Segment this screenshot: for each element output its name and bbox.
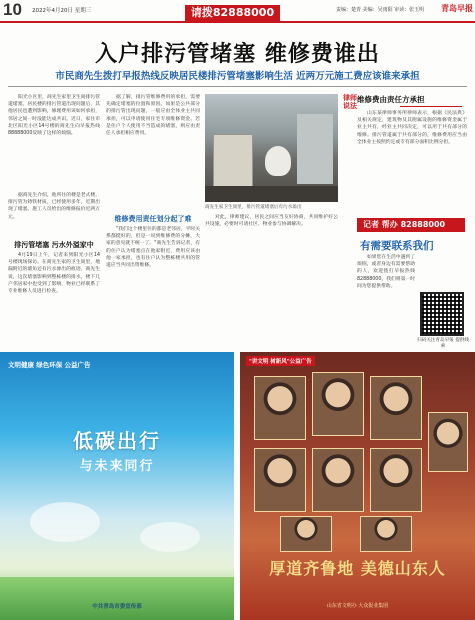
sidebar-paragraph: 山东某律师事务所律师表示，根据《民法典》及相关规定，建筑物及其附属设施的维修资金属于业主共有，经业主共同决定，可以用于共有部分的维修。排污管道属于共有部分的，维修费用应当由全体业主按照约定或专有部分面积比例分担。 [357, 111, 467, 145]
ad-left-sponsor: 中共青岛市委宣传部 [92, 604, 142, 610]
ad-left-title: 低碳出行 [73, 429, 161, 453]
body-paragraph-3: 4月19日上午，记者来到阳光小区14号楼现场探访。在商先生家的卫生间里，地漏附近的墙角还有污水渗出的痕迹，商先生说，这次堵塞影响到整栋楼的排水，楼下几户邻居家中也受到了影响，物业已经联系了专业维修人员进行检查。 [8, 253, 100, 295]
newspaper-logo: 青岛早报 [441, 4, 473, 13]
issue-date: 2022年4月20日 星期三 [32, 8, 92, 14]
help-title: 有需要联系我们 [360, 240, 434, 252]
ad-right-title: 厚道齐鲁地 美德山东人 [269, 559, 446, 578]
body-paragraph-1: 阳光小区里，商先生家里卫生间排污管道堵塞，居民楼的排污管道出现问题后，其他居民也遭到影响，修理费用该如何承担，邻居之间一时没能达成共识。近日，家住市北区阳光小区14号楼的商先生向早报热线88888000反映了这样的烦恼。 [8, 95, 100, 137]
ad-left-subtitle: 与未来同行 [79, 459, 155, 474]
body-paragraph-2: 据商先生介绍，他所住的楼是老式楼，排污管为铸铁材质，已经使用多年，近期出现了堵塞。施工人员给出的维修报价近两万元。 [8, 193, 100, 220]
public-service-ad-right [240, 352, 475, 620]
body-paragraph-6: 对此，律师建议，居民之间应当友好协商，共同维护好公共设施，必要时可请社区、物业参与协调解决。 [205, 215, 338, 228]
public-service-ad-left [0, 352, 234, 620]
photo-caption: 商先生家卫生间里，排污管道堵塞后有污水溢出 [205, 205, 302, 210]
sidebar-rule [400, 106, 462, 107]
sidebar-title: 维修费由责任方承担 [357, 95, 425, 104]
headline-divider [8, 86, 467, 87]
body-paragraph-4: 据了解，排污管维修费用的承担，需要先确定堵塞的位置和原因。如果是公共部分的排污管出现问题，一般应由全体业主共同承担，可以申请使用住宅专项维修资金。若是住户个人使用不当造成的堵塞，则应由责任人承担相应费用。 [106, 95, 200, 137]
ad-left-tagline: 文明健康 绿色环保 公益广告 [8, 361, 91, 369]
help-banner: 记者 帮办 82888000 [357, 218, 465, 232]
section-heading-2: 维修费用责任划分起了难 [114, 215, 192, 223]
help-paragraph: 如果您在生活中遇到了烦恼，或者身边有需要帮助的人，欢迎拨打早报热线82888000，我们将第一时间为您提供帮助。 [357, 255, 415, 289]
header-rule [0, 21, 475, 23]
ad-right-tag: "讲文明 树新风"公益广告 [246, 356, 315, 366]
editor-credits: 责编：楚青 美编：吴雨阳 审读：张玉明 [336, 7, 425, 13]
ad-right-sponsor: 山东省文明办 大众报业集团 [326, 603, 389, 609]
section-heading-1: 排污管堵塞 污水外溢家中 [14, 241, 94, 249]
sidebar-vertical-label: 律师说法 [343, 94, 357, 110]
qr-caption: 扫码关注青岛早报 提供线索 [417, 338, 469, 349]
article-headline: 入户排污管堵塞 维修费谁出 [95, 42, 380, 67]
article-photo [205, 94, 338, 202]
hotline-banner: 请拨82888000 [185, 5, 280, 21]
article-subhead: 市民商先生拨打早报热线反映居民楼排污管堵塞影响生活 近两万元施工费应该谁来承担 [55, 71, 420, 82]
qr-code[interactable] [420, 292, 464, 336]
page-number: 10 [3, 0, 22, 19]
body-paragraph-5: "我们这个楼里住的都是老邻居，平时关系都挺好的，但是一说到维修费的分摊，大家的意见就不统一了。"商先生告诉记者，有的住户认为堵塞点在他家附近，费用应该由他一家承担，也有住户认为整栋楼共用的管道应当共同出资维修。 [106, 227, 200, 269]
